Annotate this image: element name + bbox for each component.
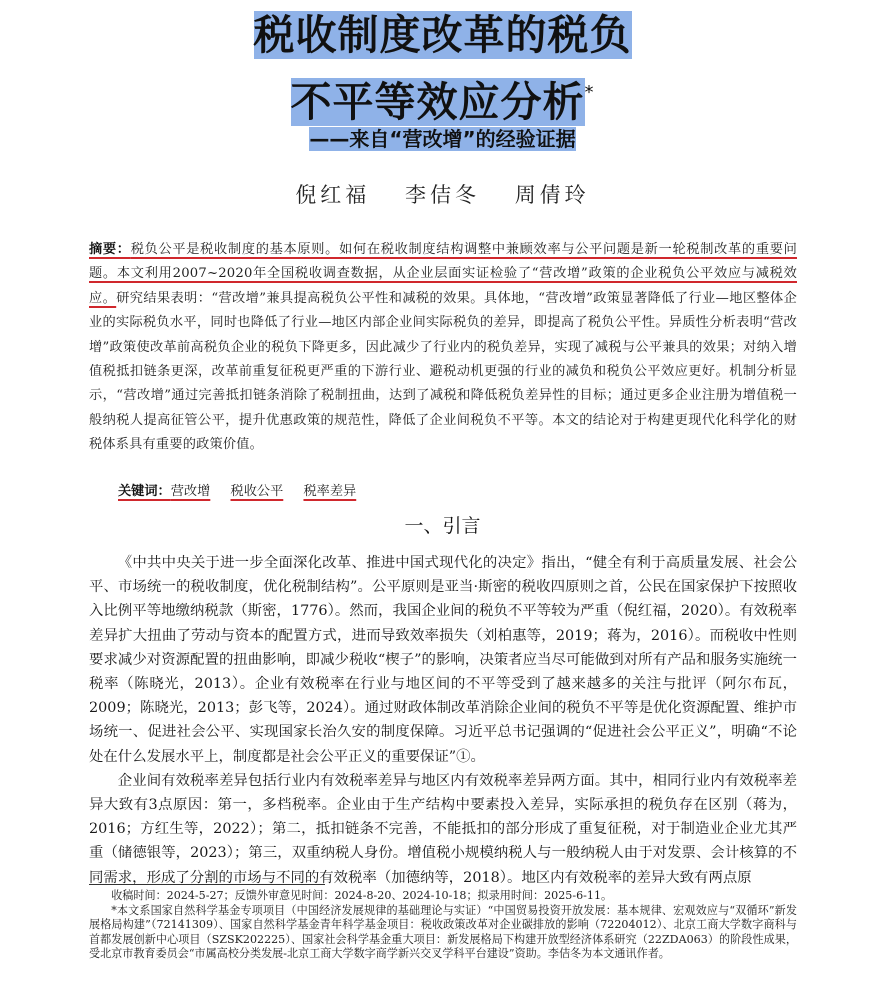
keywords-label: 关键词： bbox=[118, 484, 171, 499]
body-text bbox=[89, 551, 797, 890]
author-list bbox=[0, 180, 885, 210]
title-footnote-mark[interactable]: * bbox=[584, 82, 595, 103]
title-line-1 bbox=[0, 8, 885, 62]
abstract-label: 摘要： bbox=[89, 242, 131, 257]
abstract-text: 研究结果表明：“营改增”兼具提高税负公平性和减税的效果。具体地，“营改增”政策显著降低了行业—地区整体企业的实际税负水平，同时也降低了行业—地区内部企业间实际税负的差异，即提高了税负公平性。异质性分析表明“营改增”政策使改革前高税负企业的税负下降更多，因此减少了行业内的税负差异，实现了减税与公平兼具的效果；对纳入增值税抵扣链条更深，改革前重复征税更严重的下游行业、避税动机更强的行业的减负和税负公平效应更好。机制分析显示，“营改增”通过完善抵扣链条消除了税制扭曲，达到了减税和降低税负差异性的目标；通过更多企业注册为增值税一般纳税人提高征管公平，提升优惠政策的规范性，降低了企业间税负不平等。本文的结论对于构建更现代化科学化的财税体系具有重要的政策价值。 bbox=[89, 290, 797, 453]
footnote-received-dates: 收稿时间：2024-5-27；反馈外审意见时间：2024-8-20、2024-10-18；拟录用时间：2025-6-11。 bbox=[111, 889, 613, 902]
keyword: 营改增 bbox=[170, 484, 211, 499]
author-name: 周倩玲 bbox=[514, 183, 590, 207]
title-line-2-text: 不平等效应分析 bbox=[290, 78, 585, 126]
paragraph: 《中共中央关于进一步全面深化改革、推进中国式现代化的决定》指出，“健全有利于高质量发展、社会公平、市场统一的税收制度，优化税制结构”。公平原则是亚当·斯密的税收四原则之首，公民在国家保护下按照收入比例平等地缴纳税款（斯密，1776）。然而，我国企业间的税负不平等较为严重（倪红福，2020）。有效税率差异扩大扭曲了劳动与资本的配置方式，进而导致效率损失（刘柏惠等，2019；蒋为，2016）。而税收中性则要求减少对资源配置的扭曲影响，即减少税收“楔子”的影响，决策者应当尽可能做到对所有产品和服务实施统一税率（陈晓光，2013）。企业有效税率在行业与地区间的不平等受到了越来越多的关注与批评（阿尔布瓦，2009；陈晓光，2013；彭飞等，2024）。通过财政体制改革消除企业间的税负不平等是优化资源配置、维护市场统一、促进社会公平、实现国家长治久安的制度保障。习近平总书记强调的“促进社会公平正义”，明确“不论处在什么发展水平上，制度都是社会公平正义的重要保证”①。 bbox=[89, 555, 797, 765]
footnote-divider bbox=[89, 884, 325, 885]
subtitle bbox=[0, 124, 885, 154]
keyword: 税收公平 bbox=[230, 484, 284, 499]
footnotes bbox=[89, 889, 797, 962]
keywords bbox=[118, 481, 797, 503]
footnote-funding: *本文系国家自然科学基金专项项目（中国经济发展规律的基础理论与实证）“中国贸易投资开放发展：基本规律、宏观效应与“双循环”新发展格局构建”（72141309）、国家自然科学基金青年科学基金项目：税收政策改革对企业碳排放的影响（72204012）、北京工商大学数字商科与首都发展创新中心项目（SZSK202225）、国家社会科学基金重大项目：新发展格局下构建开放型经济体系研究（22ZDA063）的阶段性成果，受北京市教育委员会“市属高校分类发展-北京工商大学数字商学新兴交叉学科平台建设”资助。李佶冬为本文通讯作者。 bbox=[89, 903, 797, 961]
keyword: 税率差异 bbox=[303, 484, 357, 499]
title-line-1-text: 税收制度改革的税负 bbox=[253, 11, 632, 59]
subtitle-text: ——来自“营改增”的经验证据 bbox=[309, 127, 576, 151]
abstract-underlined-text: 税负公平是税收制度的基本原则。如何在税收制度结构调整中兼顾效率与公平问题是新一轮税制改革的重要问题。本文利用2007~2020年全国税收调查数据，从企业层面实证检验了“营改增”政策的企业税负公平效应与减税效应。 bbox=[89, 242, 797, 306]
author-name: 倪红福 bbox=[295, 183, 371, 207]
section-heading: 一、引言 bbox=[404, 515, 481, 537]
author-name: 李佶冬 bbox=[405, 183, 480, 207]
paragraph: 企业间有效税率差异包括行业内有效税率差异与地区内有效税率差异两方面。其中，相同行业内有效税率差异大致有3点原因：第一，多档税率。企业由于生产结构中要素投入差异，实际承担的税负存在区别（蒋为，2016；方红生等，2022）；第二，抵扣链条不完善，不能抵扣的部分形成了重复征税，对于制造业企业尤其严重（储德银等，2023）；第三，双重纳税人身份。增值税小规模纳税人与一般纳税人由于对发票、会计核算的不同需求，形成了分割的市场与不同的有效税率（加德纳等，2018）。地区内有效税率的差异大致有两点原 bbox=[89, 772, 797, 886]
title-line-2 bbox=[0, 66, 885, 129]
abstract bbox=[89, 238, 797, 458]
